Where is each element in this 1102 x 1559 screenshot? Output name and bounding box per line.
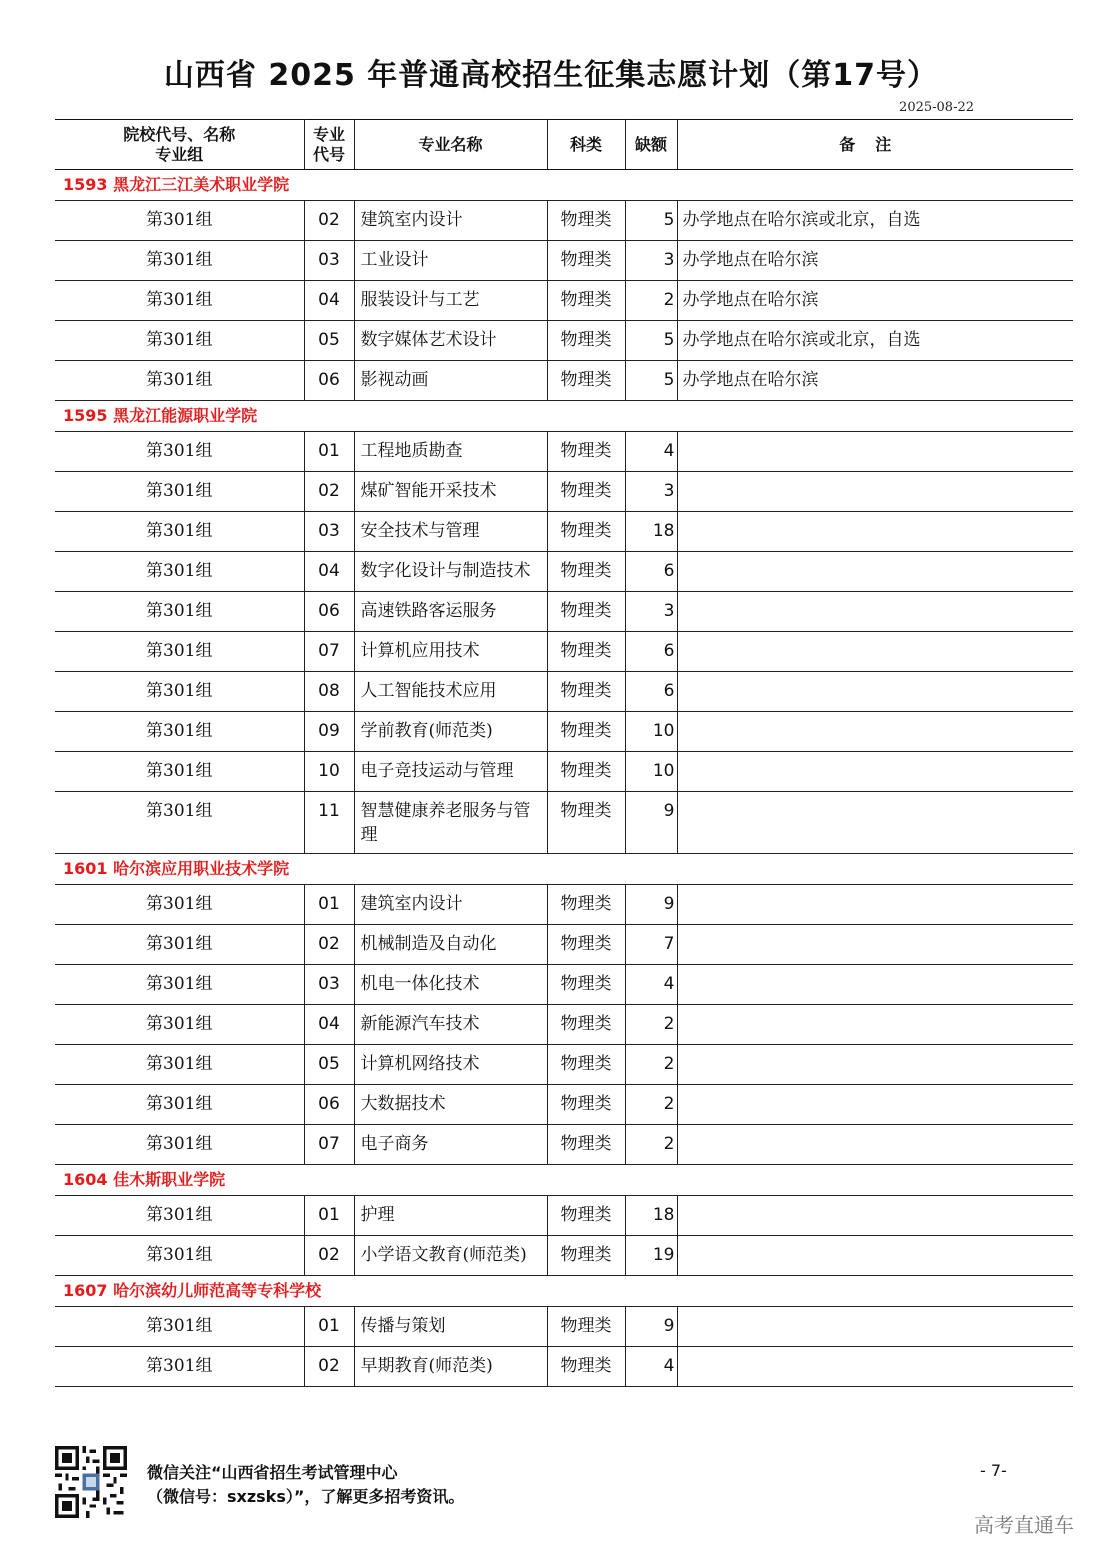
group-cell: 第301组 (55, 965, 304, 1005)
major-name-cell: 煤矿智能开采技术 (354, 472, 547, 512)
group-cell: 第301组 (55, 281, 304, 321)
group-cell: 第301组 (55, 1005, 304, 1045)
group-cell: 第301组 (55, 1125, 304, 1165)
note-cell (677, 1196, 1073, 1236)
quota-cell: 2 (625, 1085, 677, 1125)
group-cell: 第301组 (55, 1045, 304, 1085)
quota-cell: 6 (625, 552, 677, 592)
major-code-cell: 02 (304, 925, 354, 965)
quota-cell: 6 (625, 632, 677, 672)
school-heading: 1593 黑龙江三江美术职业学院 (55, 170, 1073, 201)
table-row (55, 885, 1073, 925)
major-code-cell: 06 (304, 361, 354, 401)
major-name-cell: 服装设计与工艺 (354, 281, 547, 321)
note-cell (677, 552, 1073, 592)
quota-cell: 3 (625, 472, 677, 512)
group-cell: 第301组 (55, 1236, 304, 1276)
quota-cell: 18 (625, 512, 677, 552)
major-code-cell: 04 (304, 552, 354, 592)
major-code-cell: 01 (304, 1307, 354, 1347)
header-quota: 缺额 (625, 120, 677, 170)
major-name-cell: 机电一体化技术 (354, 965, 547, 1005)
major-code-cell: 03 (304, 965, 354, 1005)
category-cell: 物理类 (547, 965, 625, 1005)
school-heading: 1607 哈尔滨幼儿师范高等专科学校 (55, 1276, 1073, 1307)
school-heading: 1604 佳木斯职业学院 (55, 1165, 1073, 1196)
major-code-cell: 01 (304, 432, 354, 472)
major-name-cell: 小学语文教育(师范类) (354, 1236, 547, 1276)
category-cell: 物理类 (547, 1347, 625, 1387)
major-name-cell: 影视动画 (354, 361, 547, 401)
note-cell (677, 472, 1073, 512)
header-notes: 备注 (677, 120, 1073, 170)
note-cell (677, 592, 1073, 632)
footer-line2: （微信号：sxzsks）”，了解更多招考资讯。 (147, 1487, 465, 1506)
table-row (55, 792, 1073, 854)
quota-cell: 18 (625, 1196, 677, 1236)
major-code-cell: 08 (304, 672, 354, 712)
note-cell: 办学地点在哈尔滨或北京，自选 (677, 321, 1073, 361)
quota-cell: 9 (625, 885, 677, 925)
quota-cell: 5 (625, 201, 677, 241)
major-code-cell: 07 (304, 1125, 354, 1165)
table-row (55, 321, 1073, 361)
table-row (55, 1236, 1073, 1276)
major-code-cell: 09 (304, 712, 354, 752)
major-name-cell: 机械制造及自动化 (354, 925, 547, 965)
major-code-cell: 06 (304, 592, 354, 632)
note-cell (677, 1347, 1073, 1387)
quota-cell: 4 (625, 432, 677, 472)
table-row (55, 672, 1073, 712)
group-cell: 第301组 (55, 321, 304, 361)
quota-cell: 3 (625, 241, 677, 281)
major-name-cell: 大数据技术 (354, 1085, 547, 1125)
major-code-cell: 04 (304, 281, 354, 321)
group-cell: 第301组 (55, 632, 304, 672)
major-code-cell: 05 (304, 321, 354, 361)
major-code-cell: 02 (304, 472, 354, 512)
group-cell: 第301组 (55, 432, 304, 472)
footer-line1: 微信关注“山西省招生考试管理中心 (147, 1463, 398, 1482)
major-name-cell: 数字化设计与制造技术 (354, 552, 547, 592)
group-cell: 第301组 (55, 672, 304, 712)
major-name-cell: 工程地质勘查 (354, 432, 547, 472)
group-cell: 第301组 (55, 752, 304, 792)
group-cell: 第301组 (55, 1347, 304, 1387)
category-cell: 物理类 (547, 712, 625, 752)
table-row (55, 201, 1073, 241)
table-row (55, 1045, 1073, 1085)
major-code-cell: 07 (304, 632, 354, 672)
group-cell: 第301组 (55, 361, 304, 401)
major-name-cell: 高速铁路客运服务 (354, 592, 547, 632)
note-cell: 办学地点在哈尔滨或北京，自选 (677, 201, 1073, 241)
quota-cell: 2 (625, 1125, 677, 1165)
footer-wechat-notice (147, 1461, 464, 1509)
quota-cell: 7 (625, 925, 677, 965)
major-code-cell: 03 (304, 241, 354, 281)
category-cell: 物理类 (547, 1005, 625, 1045)
major-code-cell: 01 (304, 885, 354, 925)
quota-cell: 5 (625, 361, 677, 401)
note-cell (677, 1307, 1073, 1347)
note-cell: 办学地点在哈尔滨 (677, 281, 1073, 321)
category-cell: 物理类 (547, 1236, 625, 1276)
major-name-cell: 工业设计 (354, 241, 547, 281)
table-row (55, 432, 1073, 472)
category-cell: 物理类 (547, 1125, 625, 1165)
major-name-cell: 电子商务 (354, 1125, 547, 1165)
quota-cell: 9 (625, 792, 677, 854)
note-cell (677, 512, 1073, 552)
note-cell (677, 965, 1073, 1005)
school-heading-row (55, 1165, 1073, 1196)
group-cell: 第301组 (55, 472, 304, 512)
enrollment-plan-table (55, 119, 1073, 1387)
category-cell: 物理类 (547, 885, 625, 925)
category-cell: 物理类 (547, 792, 625, 854)
page-number: - 7- (980, 1461, 1007, 1480)
group-cell: 第301组 (55, 1085, 304, 1125)
category-cell: 物理类 (547, 1045, 625, 1085)
note-cell (677, 752, 1073, 792)
quota-cell: 10 (625, 712, 677, 752)
group-cell: 第301组 (55, 552, 304, 592)
category-cell: 物理类 (547, 1196, 625, 1236)
note-cell (677, 432, 1073, 472)
quota-cell: 4 (625, 965, 677, 1005)
major-code-cell: 04 (304, 1005, 354, 1045)
major-code-cell: 11 (304, 792, 354, 854)
group-cell: 第301组 (55, 885, 304, 925)
note-cell (677, 1045, 1073, 1085)
school-heading-row (55, 170, 1073, 201)
table-row (55, 925, 1073, 965)
group-cell: 第301组 (55, 792, 304, 854)
category-cell: 物理类 (547, 592, 625, 632)
header-code-line1: 专业 (312, 124, 345, 144)
group-cell: 第301组 (55, 1196, 304, 1236)
major-code-cell: 06 (304, 1085, 354, 1125)
table-row (55, 1125, 1073, 1165)
major-name-cell: 人工智能技术应用 (354, 672, 547, 712)
category-cell: 物理类 (547, 552, 625, 592)
category-cell: 物理类 (547, 925, 625, 965)
category-cell: 物理类 (547, 241, 625, 281)
quota-cell: 2 (625, 281, 677, 321)
table-row (55, 592, 1073, 632)
category-cell: 物理类 (547, 201, 625, 241)
quota-cell: 4 (625, 1347, 677, 1387)
major-name-cell: 数字媒体艺术设计 (354, 321, 547, 361)
major-name-cell: 计算机网络技术 (354, 1045, 547, 1085)
watermark: 高考直通车 (974, 1513, 1074, 1537)
note-cell (677, 1005, 1073, 1045)
group-cell: 第301组 (55, 241, 304, 281)
school-heading-row (55, 1276, 1073, 1307)
header-category: 科类 (547, 120, 625, 170)
note-cell (677, 672, 1073, 712)
group-cell: 第301组 (55, 712, 304, 752)
category-cell: 物理类 (547, 281, 625, 321)
note-cell (677, 885, 1073, 925)
major-name-cell: 计算机应用技术 (354, 632, 547, 672)
header-major-name: 专业名称 (354, 120, 547, 170)
category-cell: 物理类 (547, 432, 625, 472)
quota-cell: 6 (625, 672, 677, 712)
major-name-cell: 智慧健康养老服务与管理 (354, 792, 547, 854)
group-cell: 第301组 (55, 201, 304, 241)
header-school-line2: 专业组 (155, 144, 204, 164)
table-row (55, 1347, 1073, 1387)
page-title: 山西省 2025 年普通高校招生征集志愿计划（第17号） (163, 58, 939, 93)
table-body (55, 170, 1073, 1387)
major-code-cell: 01 (304, 1196, 354, 1236)
category-cell: 物理类 (547, 1085, 625, 1125)
major-name-cell: 建筑室内设计 (354, 201, 547, 241)
table-row (55, 472, 1073, 512)
header-school-group (55, 120, 304, 170)
table-row (55, 712, 1073, 752)
major-code-cell: 02 (304, 201, 354, 241)
quota-cell: 10 (625, 752, 677, 792)
quota-cell: 9 (625, 1307, 677, 1347)
school-heading: 1595 黑龙江能源职业学院 (55, 401, 1073, 432)
category-cell: 物理类 (547, 1307, 625, 1347)
quota-cell: 19 (625, 1236, 677, 1276)
quota-cell: 2 (625, 1005, 677, 1045)
school-heading-row (55, 401, 1073, 432)
category-cell: 物理类 (547, 472, 625, 512)
note-cell: 办学地点在哈尔滨 (677, 361, 1073, 401)
major-name-cell: 新能源汽车技术 (354, 1005, 547, 1045)
category-cell: 物理类 (547, 321, 625, 361)
major-name-cell: 学前教育(师范类) (354, 712, 547, 752)
major-code-cell: 02 (304, 1236, 354, 1276)
group-cell: 第301组 (55, 925, 304, 965)
note-cell (677, 1125, 1073, 1165)
category-cell: 物理类 (547, 752, 625, 792)
note-cell (677, 1085, 1073, 1125)
major-name-cell: 建筑室内设计 (354, 885, 547, 925)
category-cell: 物理类 (547, 512, 625, 552)
group-cell: 第301组 (55, 592, 304, 632)
table-row (55, 361, 1073, 401)
header-major-code (304, 120, 354, 170)
table-row (55, 1307, 1073, 1347)
note-cell (677, 712, 1073, 752)
note-cell (677, 1236, 1073, 1276)
quota-cell: 3 (625, 592, 677, 632)
note-cell: 办学地点在哈尔滨 (677, 241, 1073, 281)
table-row (55, 965, 1073, 1005)
table-row (55, 1196, 1073, 1236)
table-row (55, 752, 1073, 792)
note-cell (677, 925, 1073, 965)
school-heading-row (55, 854, 1073, 885)
header-school-line1: 院校代号、名称 (123, 124, 236, 144)
school-heading: 1601 哈尔滨应用职业技术学院 (55, 854, 1073, 885)
table-row (55, 281, 1073, 321)
major-name-cell: 早期教育(师范类) (354, 1347, 547, 1387)
header-code-line2: 代号 (312, 144, 345, 164)
table-header-row (55, 120, 1073, 170)
major-code-cell: 05 (304, 1045, 354, 1085)
table-row (55, 1005, 1073, 1045)
major-name-cell: 传播与策划 (354, 1307, 547, 1347)
note-cell (677, 792, 1073, 854)
major-code-cell: 10 (304, 752, 354, 792)
table-row (55, 241, 1073, 281)
quota-cell: 5 (625, 321, 677, 361)
major-name-cell: 安全技术与管理 (354, 512, 547, 552)
table-row (55, 552, 1073, 592)
group-cell: 第301组 (55, 1307, 304, 1347)
category-cell: 物理类 (547, 672, 625, 712)
group-cell: 第301组 (55, 512, 304, 552)
qr-code-icon (55, 1446, 127, 1518)
table-row (55, 512, 1073, 552)
major-name-cell: 电子竞技运动与管理 (354, 752, 547, 792)
table-row (55, 632, 1073, 672)
category-cell: 物理类 (547, 632, 625, 672)
major-name-cell: 护理 (354, 1196, 547, 1236)
major-code-cell: 03 (304, 512, 354, 552)
publish-date: 2025-08-22 (899, 100, 974, 115)
major-code-cell: 02 (304, 1347, 354, 1387)
category-cell: 物理类 (547, 361, 625, 401)
quota-cell: 2 (625, 1045, 677, 1085)
table-row (55, 1085, 1073, 1125)
note-cell (677, 632, 1073, 672)
